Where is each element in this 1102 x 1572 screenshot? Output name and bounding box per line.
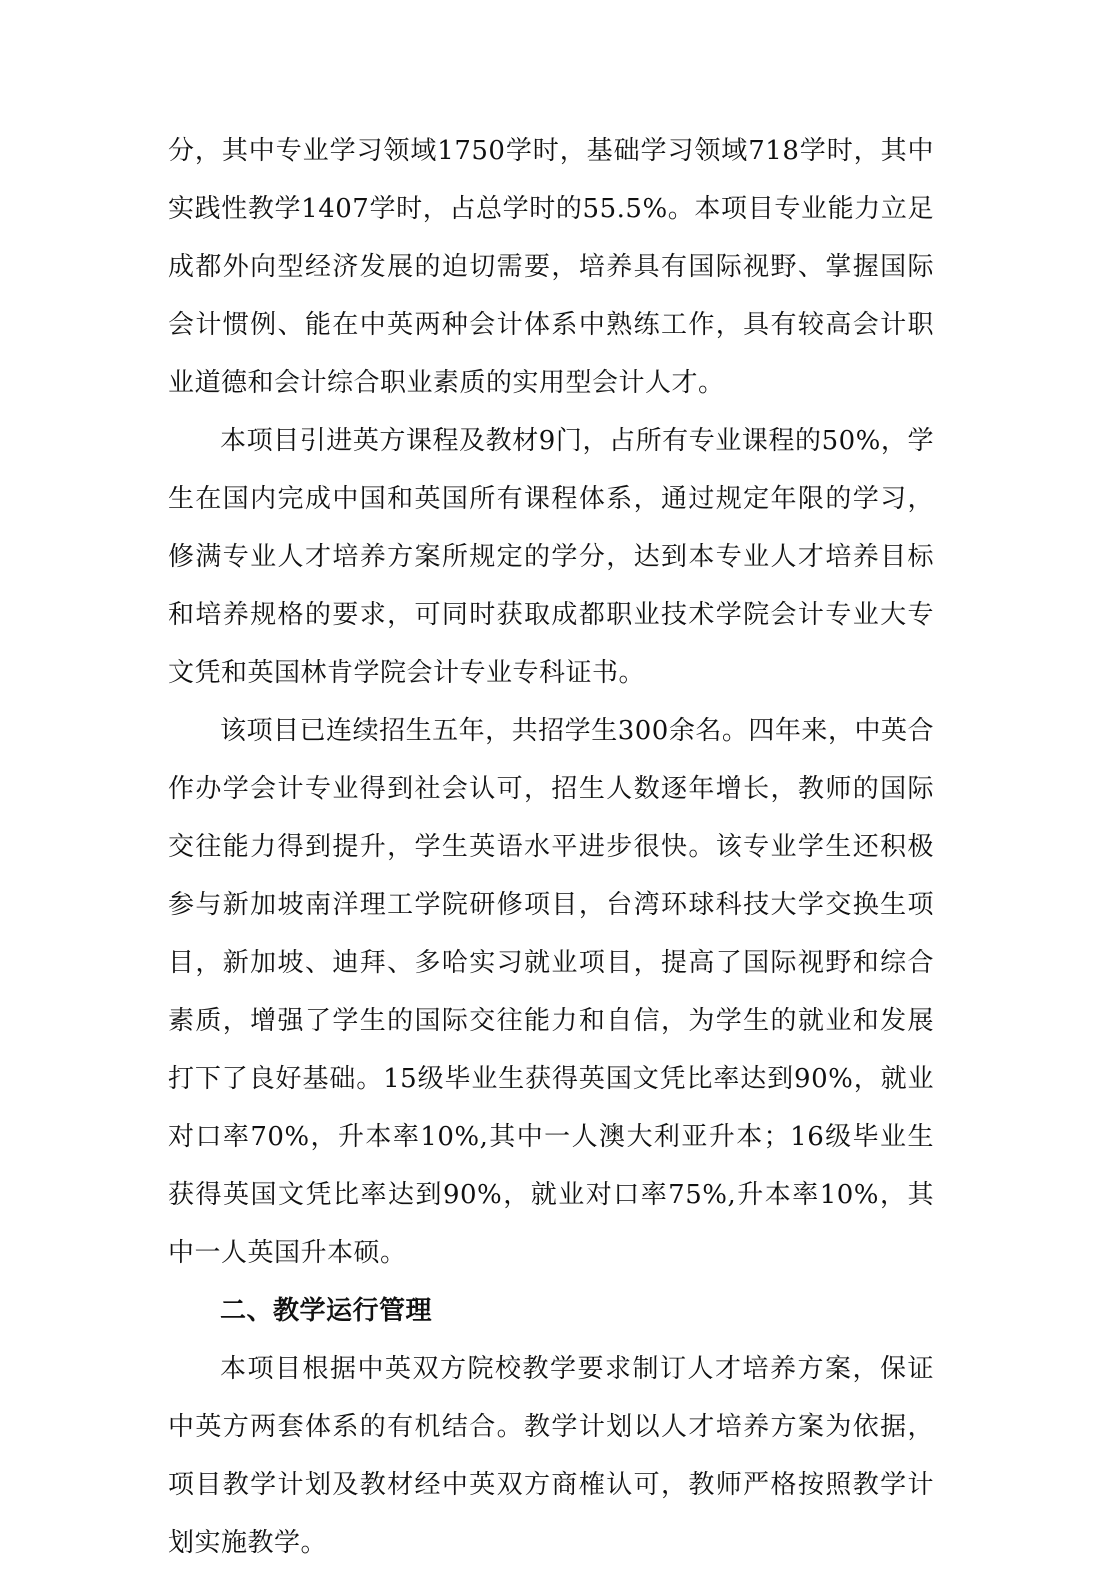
paragraph-program-overview: 分，其中专业学习领域1750学时，基础学习领域718学时，其中实践性教学1407学时，占总学时的55.5%。本项目专业能力立足成都外向型经济发展的迫切需要，培养具有国际视野、掌握国际会计惯例、能在中英两种会计体系中熟练工作，具有较高会计职业道德和会计综合职业素质的实用型会计人才。 (168, 136, 934, 398)
paragraph-teaching-management: 本项目根据中英双方院校教学要求制订人才培养方案，保证中英方两套体系的有机结合。教学计划以人才培养方案为依据，项目教学计划及教材经中英双方商榷认可，教师严格按照教学计划实施教学。 (168, 1354, 934, 1558)
paragraph-enrollment-results: 该项目已连续招生五年，共招学生300余名。四年来，中英合作办学会计专业得到社会认可，招生人数逐年增长，教师的国际交往能力得到提升，学生英语水平进步很快。该专业学生还积极参与新加坡南洋理工学院研修项目，台湾环球科技大学交换生项目，新加坡、迪拜、多哈实习就业项目，提高了国际视野和综合素质，增强了学生的国际交往能力和自信，为学生的就业和发展打下了良好基础。15级毕业生获得英国文凭比率达到90%，就业对口率70%，升本率10%,其中一人澳大利亚升本；16级毕业生获得英国文凭比率达到90%，就业对口率75%,升本率10%，其中一人英国升本硕。 (168, 716, 934, 1268)
paragraph-course-introduction: 本项目引进英方课程及教材9门，占所有专业课程的50%，学生在国内完成中国和英国所有课程体系，通过规定年限的学习，修满专业人才培养方案所规定的学分，达到本专业人才培养目标和培养规格的要求，可同时获取成都职业技术学院会计专业大专文凭和英国林肯学院会计专业专科证书。 (168, 426, 934, 688)
section-heading: 二、教学运行管理 (220, 1296, 433, 1326)
document-body (168, 122, 934, 1572)
